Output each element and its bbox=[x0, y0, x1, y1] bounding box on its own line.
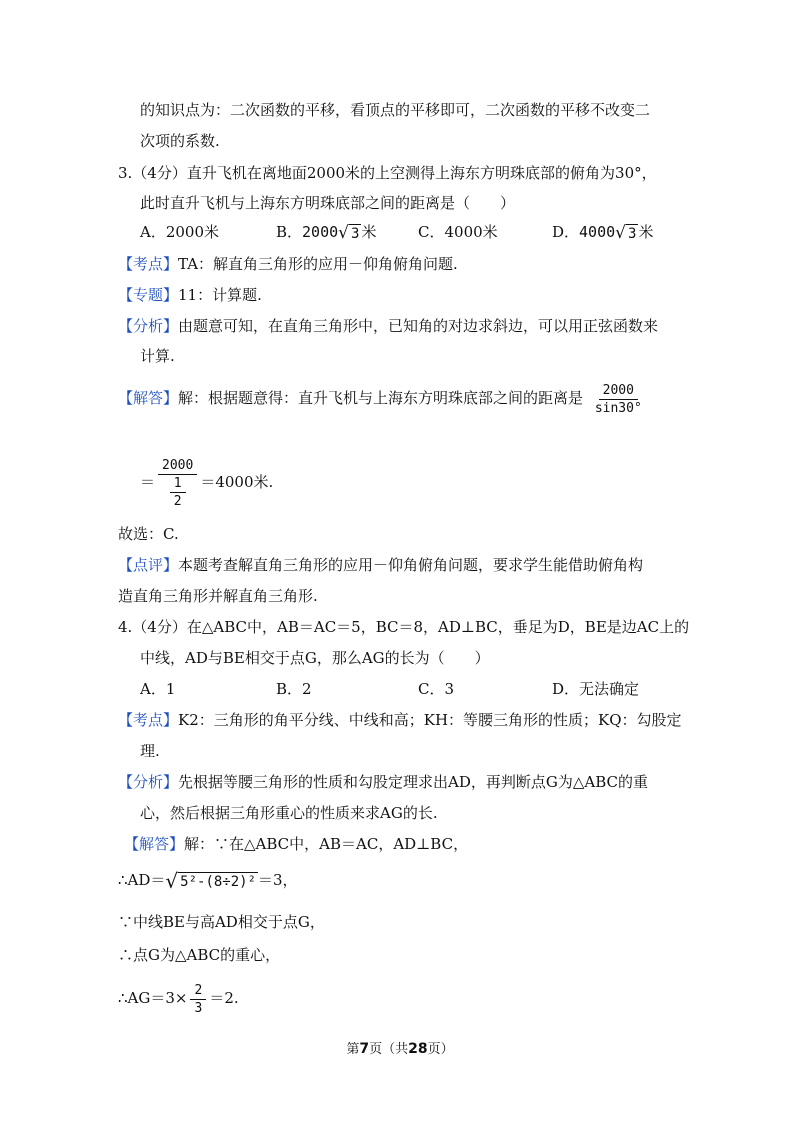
q3-option-d bbox=[552, 222, 653, 243]
q4-option-a: A．1 bbox=[140, 680, 176, 698]
q4-sqrt-expression bbox=[165, 871, 258, 891]
q3-fenxi bbox=[118, 316, 658, 336]
radical-sign-icon: √ bbox=[338, 223, 349, 243]
equation-result: ＝4000米. bbox=[200, 473, 274, 491]
q4-step-ag bbox=[118, 978, 239, 1018]
footer-mid: 页（共 bbox=[369, 1042, 409, 1057]
q3-option-b-prefix: B． bbox=[276, 223, 303, 241]
q4-fenxi-line-2: 心，然后根据三角形重心的性质来求AG的长. bbox=[140, 804, 438, 822]
q3-nested-fraction bbox=[158, 458, 197, 509]
inner-fraction bbox=[170, 476, 186, 509]
q4-step-centroid-1: ∵中线BE与高AD相交于点G， bbox=[118, 913, 325, 931]
jieda-tag: 【解答】 bbox=[124, 835, 185, 853]
q4-option-c: C．3 bbox=[418, 680, 455, 698]
q4-fenxi bbox=[118, 772, 648, 792]
fraction-numerator: 2000 bbox=[599, 383, 638, 400]
q3-fraction-distance bbox=[591, 383, 646, 416]
footer-pre: 第 bbox=[346, 1042, 360, 1057]
zhuanti-tag: 【专题】 bbox=[118, 286, 179, 304]
q3-fenxi-text-1: 由题意可知，在直角三角形中，已知角的对边求斜边，可以用正弦函数来 bbox=[178, 317, 659, 335]
q3-option-c: C．4000米 bbox=[418, 223, 498, 241]
inner-numerator: 1 bbox=[170, 476, 186, 493]
q4-option-b: B．2 bbox=[276, 680, 312, 698]
q3-stem-line-2: 此时直升飞机与上海东方明珠底部之间的距离是（ ） bbox=[140, 194, 516, 212]
q3-dianping bbox=[118, 555, 643, 575]
q3-option-a: A．2000米 bbox=[140, 223, 220, 241]
q4-kaodian-line-2: 理. bbox=[140, 742, 160, 760]
q3-option-d-unit: 米 bbox=[638, 223, 654, 241]
fraction-denominator: sin30° bbox=[594, 400, 642, 416]
kaodian-tag: 【考点】 bbox=[118, 711, 179, 729]
q4-jieda-text: 解：∵在△ABC中，AB＝AC，AD⊥BC， bbox=[184, 835, 469, 853]
q3-zhuanti-text: 11：计算题. bbox=[178, 286, 262, 304]
q3-jieda-text: 解：根据题意得：直升飞机与上海东方明珠底部之间的距离是 bbox=[178, 389, 584, 407]
radical-sign-icon: √ bbox=[615, 223, 626, 243]
fraction-numerator: 2 bbox=[190, 983, 206, 1000]
intro-line-2: 次项的系数. bbox=[140, 132, 220, 150]
q3-kaodian bbox=[118, 254, 458, 274]
q3-option-b-coef: 2000 bbox=[302, 223, 339, 241]
q3-option-d-radicand: 3 bbox=[628, 226, 637, 242]
q3-option-d-coef: 4000 bbox=[579, 223, 616, 241]
fraction-denominator: 3 bbox=[194, 1000, 203, 1016]
q3-kaodian-text: TA：解直角三角形的应用－仰角俯角问题. bbox=[178, 255, 458, 273]
q4-stem-line-1: 4.（4分）在△ABC中，AB＝AC＝5，BC＝8，AD⊥BC，垂足为D，BE是边AC上的 bbox=[118, 618, 690, 636]
q3-zhuanti bbox=[118, 285, 262, 305]
q4-jieda bbox=[124, 834, 468, 854]
step-result: ＝3， bbox=[258, 871, 298, 889]
q3-jieda bbox=[118, 378, 649, 418]
q4-stem-line-2: 中线，AD与BE相交于点G，那么AG的长为（ ） bbox=[140, 649, 490, 667]
q4-step-ad bbox=[118, 868, 298, 892]
q4-fenxi-text-1: 先根据等腰三角形的性质和勾股定理求出AD，再判断点G为△ABC的重 bbox=[178, 773, 649, 791]
q4-radicand: 5²-(8÷2)² bbox=[180, 874, 257, 890]
dianping-tag: 【点评】 bbox=[118, 556, 179, 574]
q3-choice: 故选：C. bbox=[118, 525, 179, 543]
q4-step-centroid-2: ∴点G为△ABC的重心， bbox=[118, 946, 281, 964]
q3-option-d-prefix: D． bbox=[552, 223, 580, 241]
jieda-tag: 【解答】 bbox=[118, 389, 179, 407]
q3-equation bbox=[140, 452, 273, 512]
step-prefix: ∴AD＝ bbox=[118, 871, 166, 889]
fraction-denominator bbox=[166, 475, 190, 509]
intro-line-1: 的知识点为：二次函数的平移，看顶点的平移即可，二次函数的平移不改变二 bbox=[140, 101, 651, 119]
step-result: ＝2. bbox=[209, 989, 239, 1007]
q4-fraction-two-thirds bbox=[190, 983, 206, 1016]
q3-option-b-unit: 米 bbox=[361, 223, 377, 241]
footer-total-pages: 28 bbox=[408, 1041, 428, 1057]
fenxi-tag: 【分析】 bbox=[118, 773, 179, 791]
q3-dianping-text-1: 本题考查解直角三角形的应用－仰角俯角问题，要求学生能借助俯角构 bbox=[178, 556, 644, 574]
equation-prefix: ＝ bbox=[140, 473, 156, 491]
q4-option-d: D．无法确定 bbox=[552, 680, 640, 698]
fenxi-tag: 【分析】 bbox=[118, 317, 179, 335]
q3-option-b bbox=[276, 222, 376, 243]
q3-option-b-radicand: 3 bbox=[351, 226, 360, 242]
q3-option-d-sqrt bbox=[615, 223, 638, 243]
inner-denominator: 2 bbox=[173, 493, 182, 509]
q3-fenxi-line-2: 计算. bbox=[140, 347, 175, 365]
footer-post: 页） bbox=[427, 1042, 454, 1057]
q3-stem-line-1: 3.（4分）直升飞机在离地面2000米的上空测得上海东方明珠底部的俯角为30°， bbox=[118, 164, 657, 182]
step-prefix: ∴AG＝3× bbox=[118, 989, 188, 1007]
page-footer bbox=[0, 1038, 800, 1057]
q3-option-b-sqrt bbox=[338, 223, 361, 243]
q4-kaodian bbox=[118, 710, 682, 730]
q3-dianping-line-2: 造直角三角形并解直角三角形. bbox=[118, 587, 318, 605]
q4-kaodian-text-1: K2：三角形的角平分线、中线和高；KH：等腰三角形的性质；KQ：勾股定 bbox=[178, 711, 682, 729]
footer-page-number: 7 bbox=[359, 1041, 370, 1057]
fraction-numerator: 2000 bbox=[158, 458, 197, 475]
radical-sign-icon: √ bbox=[165, 869, 179, 893]
kaodian-tag: 【考点】 bbox=[118, 255, 179, 273]
